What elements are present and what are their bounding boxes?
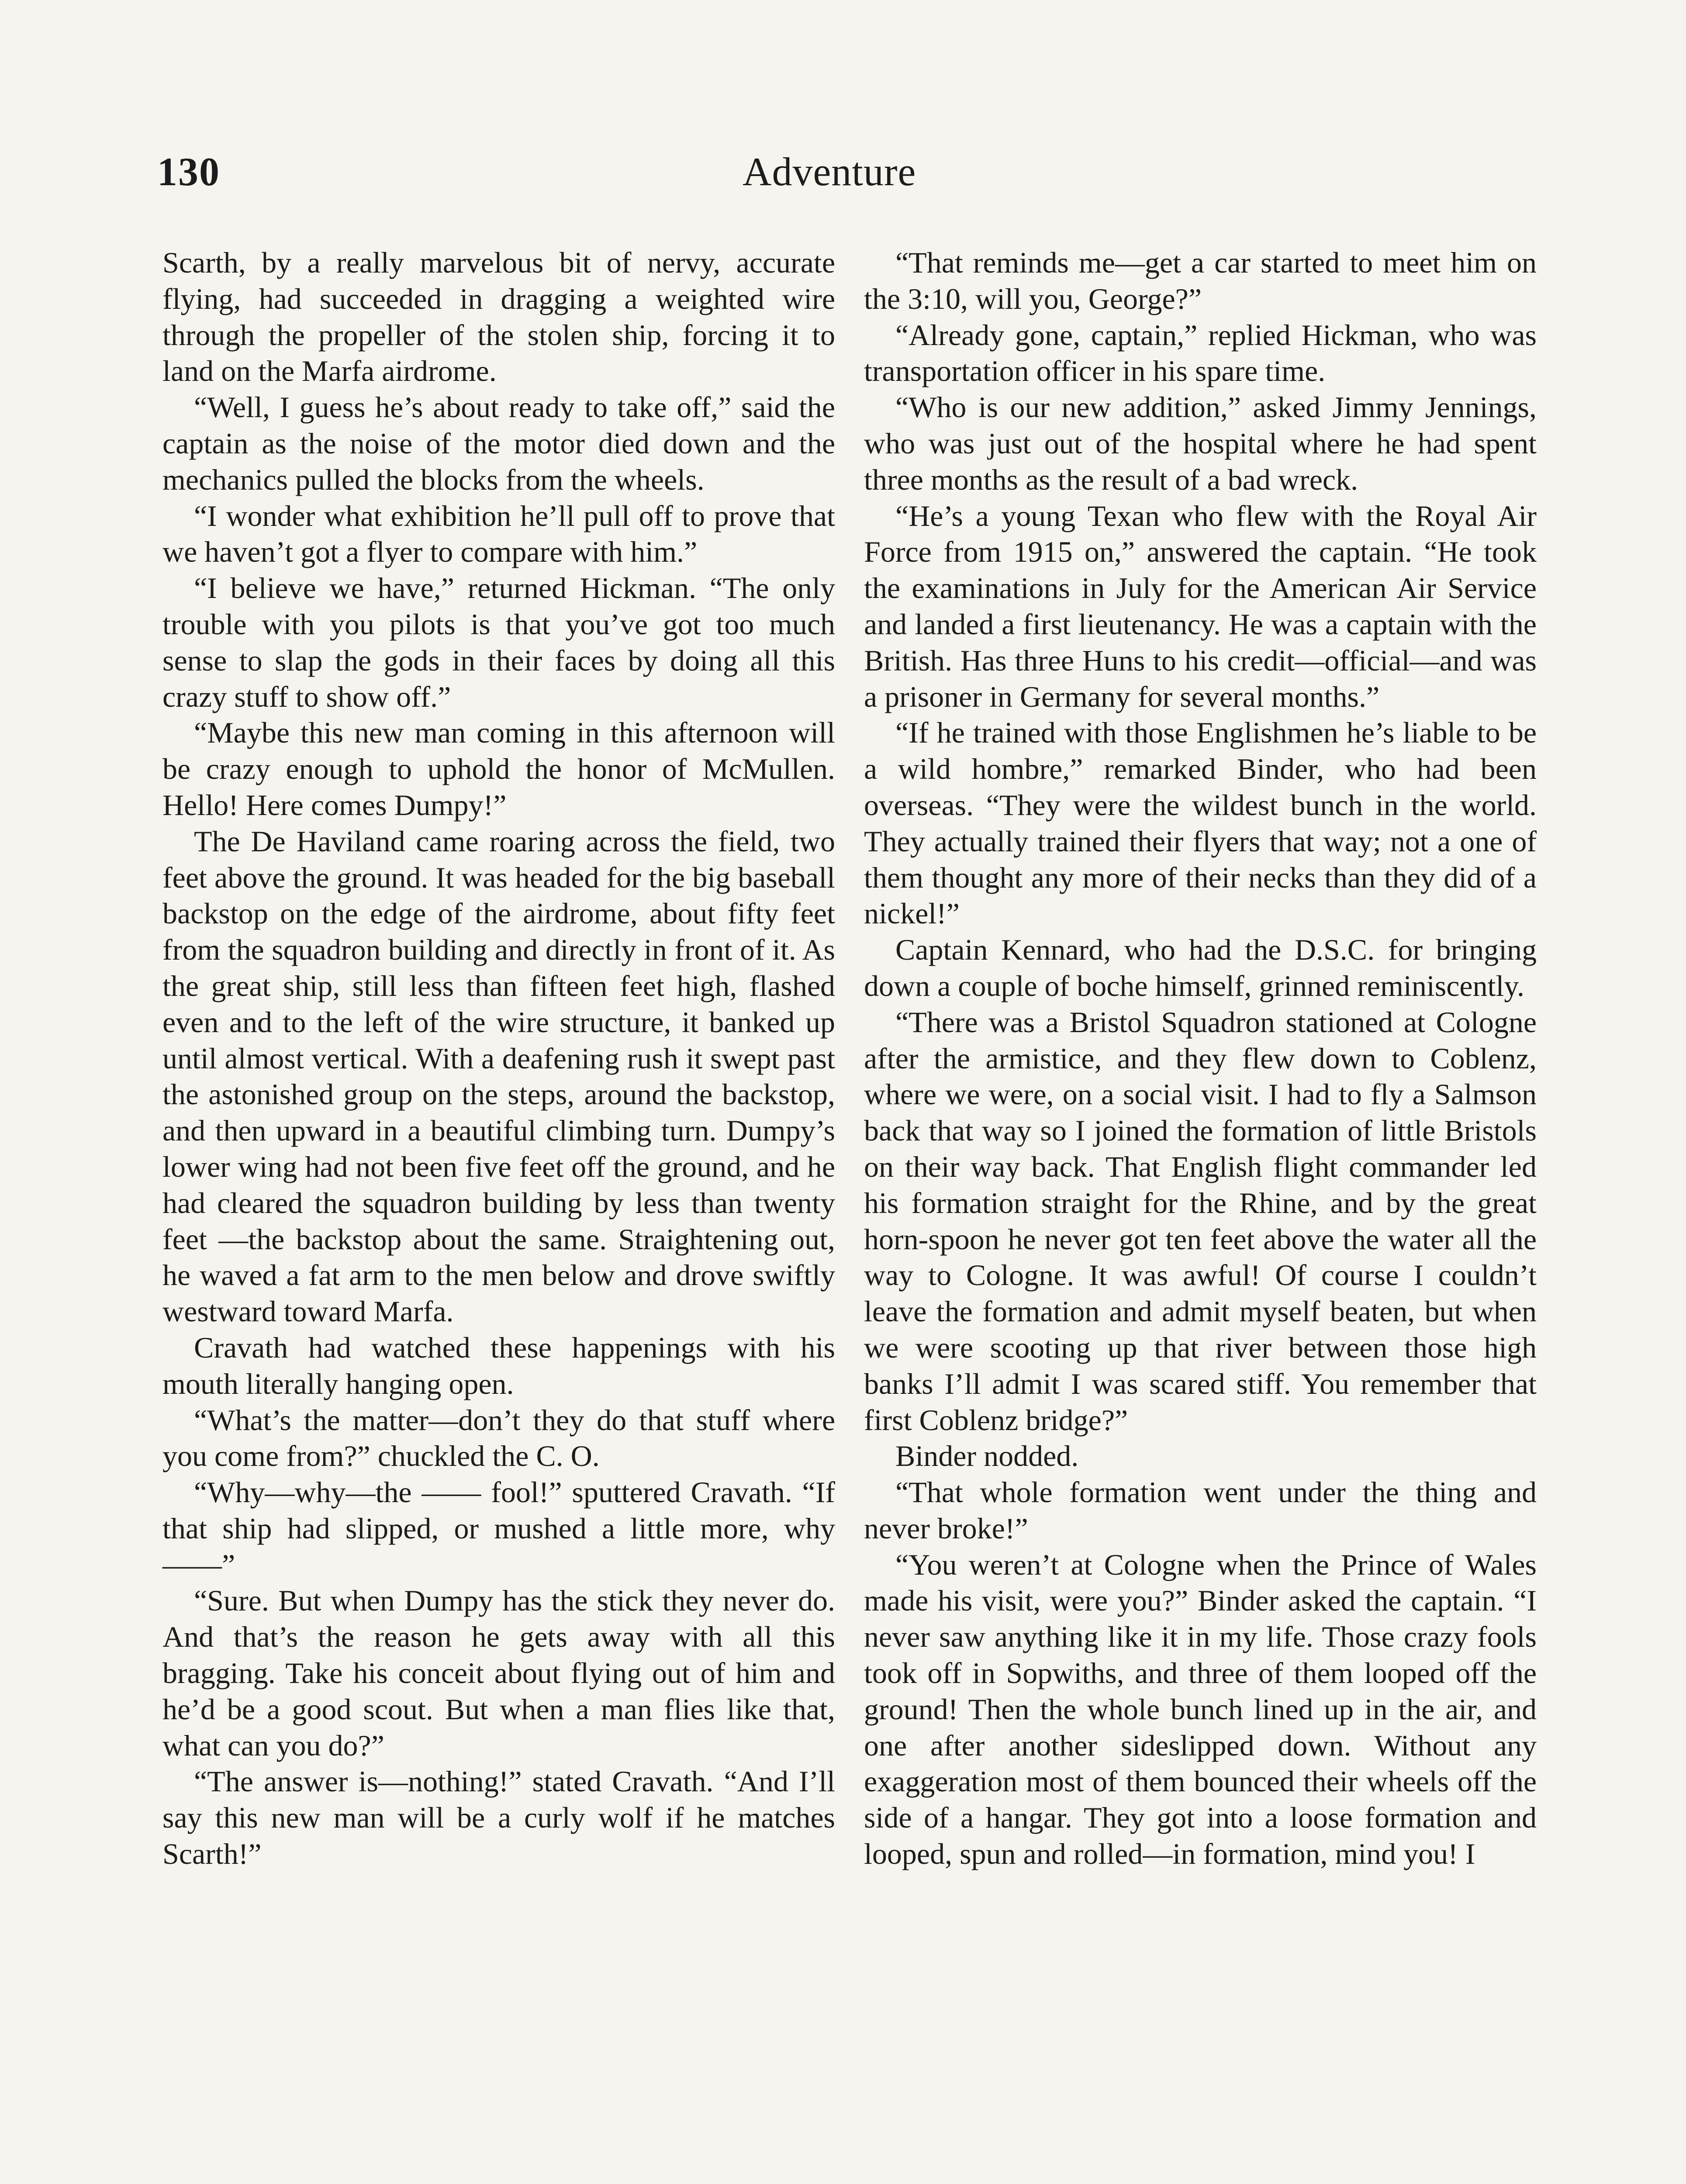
paragraph: “Already gone, captain,” replied Hickman, who was transportation officer in his spare time. xyxy=(864,318,1537,388)
page-number: 130 xyxy=(157,149,220,194)
running-head-title: Adventure xyxy=(743,149,916,194)
paragraph: The De Haviland came roaring across the field, two feet above the ground. It was headed for the big baseball backstop on the edge of the airdrome, about fifty feet from the squadron building and directly in front of it. As the great ship, still less than fifteen feet high, flashed even and to the left of the wire structure, it banked up until almost vertical. With a deafening rush it swept past the astonished group on the steps, around the backstop, and then upward in a beautiful climbing turn. Dumpy’s lower wing had not been five feet off the ground, and he had cleared the squadron building by less than twenty feet —the backstop about the same. Straightening out, he waved a fat arm to the men below and drove swiftly westward toward Marfa. xyxy=(162,824,835,1328)
paragraph: “That reminds me—get a car started to meet him on the 3:10, will you, George?” xyxy=(864,246,1537,315)
paragraph: “What’s the matter—don’t they do that stuff where you come from?” chuckled the C. O. xyxy=(162,1403,835,1473)
left-text-column xyxy=(162,245,835,1872)
paragraph: “Sure. But when Dumpy has the stick they never do. And that’s the reason he gets away with all this bragging. Take his conceit about flying out of him and he’d be a good scout. But when a man flies like that, what can you do?” xyxy=(162,1584,835,1762)
paragraph: “Well, I guess he’s about ready to take off,” said the captain as the noise of the motor died down and the mechanics pulled the blocks from the wheels. xyxy=(162,390,835,496)
paragraph: “I wonder what exhibition he’ll pull off to prove that we haven’t got a flyer to compare with him.” xyxy=(162,499,835,569)
paragraph: Scarth, by a really marvelous bit of nervy, accurate flying, had succeeded in dragging a weighted wire through the propeller of the stolen ship, forcing it to land on the Marfa airdrome. xyxy=(162,246,835,388)
paragraph: Binder nodded. xyxy=(895,1439,1079,1473)
paragraph: “If he trained with those Englishmen he’s liable to be a wild hombre,” remarked Binder, who had been overseas. “They were the wildest bunch in the world. They actually trained their flyers that way; not a one of them thought any more of their necks than they did of a nickel!” xyxy=(864,716,1537,930)
paragraph: Cravath had watched these happenings with his mouth literally hanging open. xyxy=(162,1330,835,1400)
right-text-column xyxy=(864,245,1537,1872)
paragraph: “Why—why—the —— fool!” sputtered Cravath. “If that ship had slipped, or mushed a little more, why——” xyxy=(162,1476,835,1581)
paragraph: “I believe we have,” returned Hickman. “The only trouble with you pilots is that you’ve got too much sense to slap the gods in their faces by doing all this crazy stuff to show off.” xyxy=(162,571,835,713)
paragraph: “There was a Bristol Squadron stationed at Cologne after the armistice, and they flew down to Coblenz, where we were, on a social visit. I had to fly a Salmson back that way so I joined the formation of little Bristols on their way back. That English flight commander led his formation straight for the Rhine, and by the great horn-spoon he never got ten feet above the water all the way to Cologne. It was awful! Of course I couldn’t leave the formation and admit myself beaten, but when we were scooting up that river between those high banks I’ll admit I was scared stiff. You remember that first Coblenz bridge?” xyxy=(864,1005,1537,1437)
paragraph: “He’s a young Texan who flew with the Royal Air Force from 1915 on,” answered the captain. “He took the examinations in July for the American Air Service and landed a first lieutenancy. He was a captain with the British. Has three Huns to his credit—official—and was a prisoner in Germany for several months.” xyxy=(864,499,1537,713)
paragraph: “You weren’t at Cologne when the Prince of Wales made his visit, were you?” Binder asked the captain. “I never saw anything like it in my life. Those crazy fools took off in Sopwiths, and three of them looped off the ground! Then the whole bunch lined up in the air, and one after another sideslipped down. Without any exaggeration most of them bounced their wheels off the side of a hangar. They got into a loose formation and looped, spun and rolled—in formation, mind you! I xyxy=(864,1548,1537,1871)
paragraph: “Maybe this new man coming in this afternoon will be crazy enough to uphold the honor of McMullen. Hello! Here comes Dumpy!” xyxy=(162,716,835,822)
paragraph: Captain Kennard, who had the D.S.C. for bringing down a couple of boche himself, grinned reminiscently. xyxy=(864,933,1537,1002)
paragraph: “The answer is—nothing!” stated Cravath. “And I’ll say this new man will be a curly wolf if he matches Scarth!” xyxy=(162,1765,835,1871)
paragraph: “Who is our new addition,” asked Jimmy Jennings, who was just out of the hospital where he had spent three months as the result of a bad wreck. xyxy=(864,390,1537,496)
paragraph: “That whole formation went under the thing and never broke!” xyxy=(864,1476,1537,1545)
